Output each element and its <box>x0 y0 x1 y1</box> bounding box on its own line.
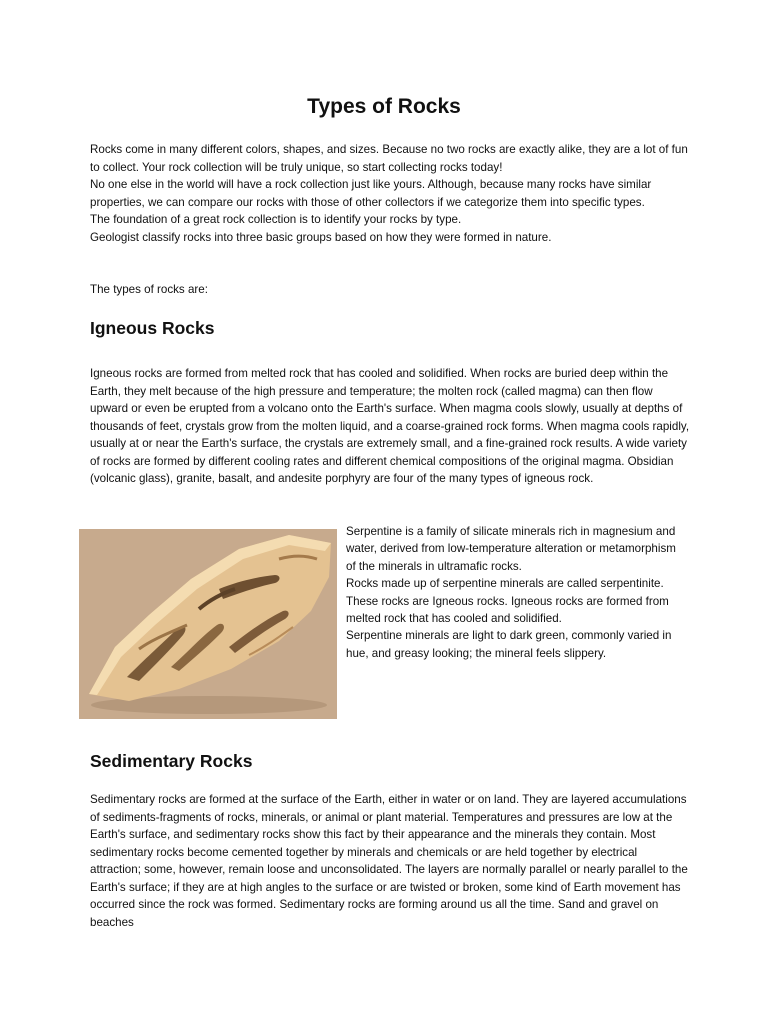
page-title: Types of Rocks <box>307 95 461 118</box>
intro-paragraph: Rocks come in many different colors, shapes, and sizes. Because no two rocks are exactly alike, they are a lot of fun to collect. Your rock collection will be truly unique, so start collecting rocks today! <box>90 143 688 174</box>
serpentine-paragraph: Serpentine minerals are light to dark green, commonly varied in hue, and greasy looking; the mineral feels slippery. <box>346 629 672 660</box>
igneous-paragraph: Igneous rocks are formed from melted rock that has cooled and solidified. When rocks are buried deep within the Earth, they melt because of the high pressure and temperature; the molten rock (called magma) can then flow upward or even be erupted from a volcano onto the Earth's surface. When magma cools slowly, usually at depths of thousands of feet, crystals grow from the molten liquid, and a coarse-grained rock forms. When magma cools rapidly, usually at or near the Earth's surface, the crystals are extremely small, and a fine-grained rock results. A wide variety of rocks are formed by different cooling rates and different chemical compositions of the original magma. Obsidian (volcanic glass), granite, basalt, and andesite porphyry are four of the many types of igneous rock. <box>90 367 690 485</box>
intro-paragraph: No one else in the world will have a rock collection just like yours. Although, because many rocks have similar properties, we can compare our rocks with those of other collectors if we categorize them into specific types. <box>90 178 652 209</box>
igneous-heading: Igneous Rocks <box>90 318 215 338</box>
intro-text <box>90 141 690 246</box>
serpentine-paragraph: Rocks made up of serpentine minerals are called serpentinite. These rocks are Igneous rocks. Igneous rocks are formed from melted rock that has cooled and solidified. <box>346 577 669 626</box>
serpentine-rock-image <box>79 529 337 719</box>
intro-paragraph: The foundation of a great rock collection is to identify your rocks by type. <box>90 213 462 226</box>
intro-paragraph: Geologist classify rocks into three basic groups based on how they were formed in nature. <box>90 230 552 244</box>
serpentine-paragraph: Serpentine is a family of silicate minerals rich in magnesium and water, derived from low-temperature alteration or metamorphism of the minerals in ultramafic rocks. <box>346 525 676 573</box>
serpentine-text <box>346 523 688 662</box>
sedimentary-paragraph: Sedimentary rocks are formed at the surface of the Earth, either in water or on land. They are layered accumulations of sediments-fragments of rocks, minerals, or animal or plant material. Temperatures and pressures are low at the Earth's surface, and sedimentary rocks show this fact by their appearance and the minerals they contain. Most sedimentary rocks become cemented together by minerals and chemicals or are held together by electrical attraction; some, however, remain loose and unconsolidated. The layers are normally parallel or nearly parallel to the Earth's surface; if they are at high angles to the surface or are twisted or broken, some kind of Earth movement has occurred since the rock was formed. Sedimentary rocks are forming around us all the time. Sand and gravel on beaches <box>90 793 688 929</box>
types-intro: The types of rocks are: <box>90 283 208 296</box>
sedimentary-heading: Sedimentary Rocks <box>90 751 253 771</box>
